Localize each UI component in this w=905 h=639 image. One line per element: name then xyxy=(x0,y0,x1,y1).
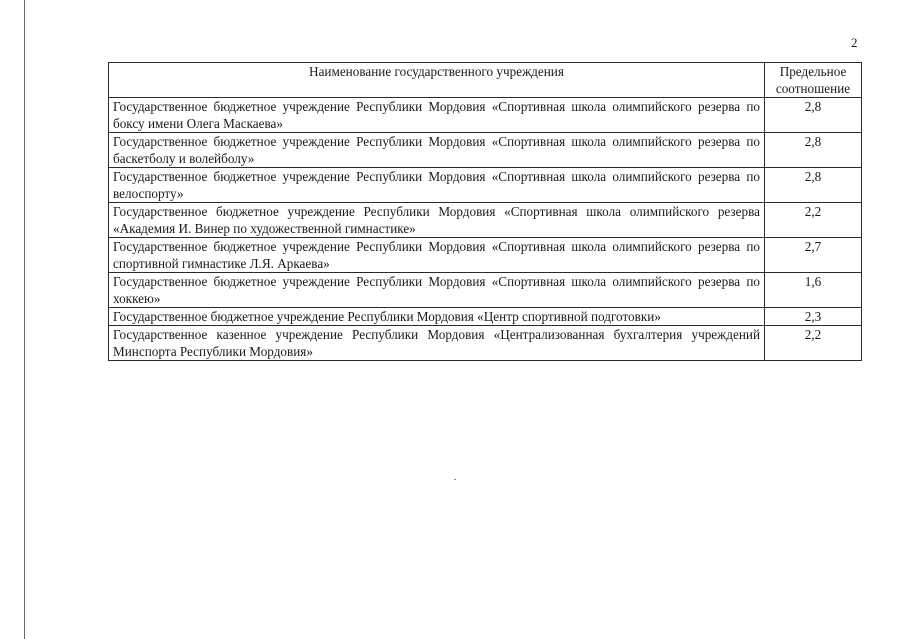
institutions-table xyxy=(108,62,862,361)
page-number: 2 xyxy=(851,35,858,50)
table-row xyxy=(109,168,862,203)
scan-speck xyxy=(454,479,456,480)
ratio-cell: 2,2 xyxy=(765,326,862,361)
table-row xyxy=(109,326,862,361)
institution-name-cell: Государственное казенное учреждение Республики Мордовия «Централизованная бухгалтерия учреждений Минспорта Республики Мордовия» xyxy=(109,326,765,361)
institution-name-cell: Государственное бюджетное учреждение Республики Мордовия «Спортивная школа олимпийского резерва по баскетболу и волейболу» xyxy=(109,133,765,168)
table-row xyxy=(109,308,862,326)
institution-name-cell: Государственное бюджетное учреждение Республики Мордовия «Спортивная школа олимпийского резерва «Академия И. Винер по художественной гимнастике» xyxy=(109,203,765,238)
ratio-cell: 2,8 xyxy=(765,133,862,168)
table-header-row xyxy=(109,63,862,98)
table-row xyxy=(109,133,862,168)
institution-name-cell: Государственное бюджетное учреждение Республики Мордовия «Центр спортивной подготовки» xyxy=(109,308,765,326)
ratio-cell: 2,7 xyxy=(765,238,862,273)
ratio-cell: 2,8 xyxy=(765,98,862,133)
institution-name-cell: Государственное бюджетное учреждение Республики Мордовия «Спортивная школа олимпийского резерва по боксу имени Олега Маскаева» xyxy=(109,98,765,133)
table-row xyxy=(109,238,862,273)
ratio-cell: 2,8 xyxy=(765,168,862,203)
institution-name-cell: Государственное бюджетное учреждение Республики Мордовия «Спортивная школа олимпийского резерва по хоккею» xyxy=(109,273,765,308)
institution-name-cell: Государственное бюджетное учреждение Республики Мордовия «Спортивная школа олимпийского резерва по спортивной гимнастике Л.Я. Аркаева» xyxy=(109,238,765,273)
institution-name-cell: Государственное бюджетное учреждение Республики Мордовия «Спортивная школа олимпийского резерва по велоспорту» xyxy=(109,168,765,203)
table-row xyxy=(109,98,862,133)
ratio-cell: 2,3 xyxy=(765,308,862,326)
scan-border-line xyxy=(24,0,25,639)
ratio-cell: 1,6 xyxy=(765,273,862,308)
header-institution-name: Наименование государственного учреждения xyxy=(109,63,765,98)
table-row xyxy=(109,273,862,308)
table-row xyxy=(109,203,862,238)
header-limit-ratio: Предельное соотношение xyxy=(765,63,862,98)
ratio-cell: 2,2 xyxy=(765,203,862,238)
